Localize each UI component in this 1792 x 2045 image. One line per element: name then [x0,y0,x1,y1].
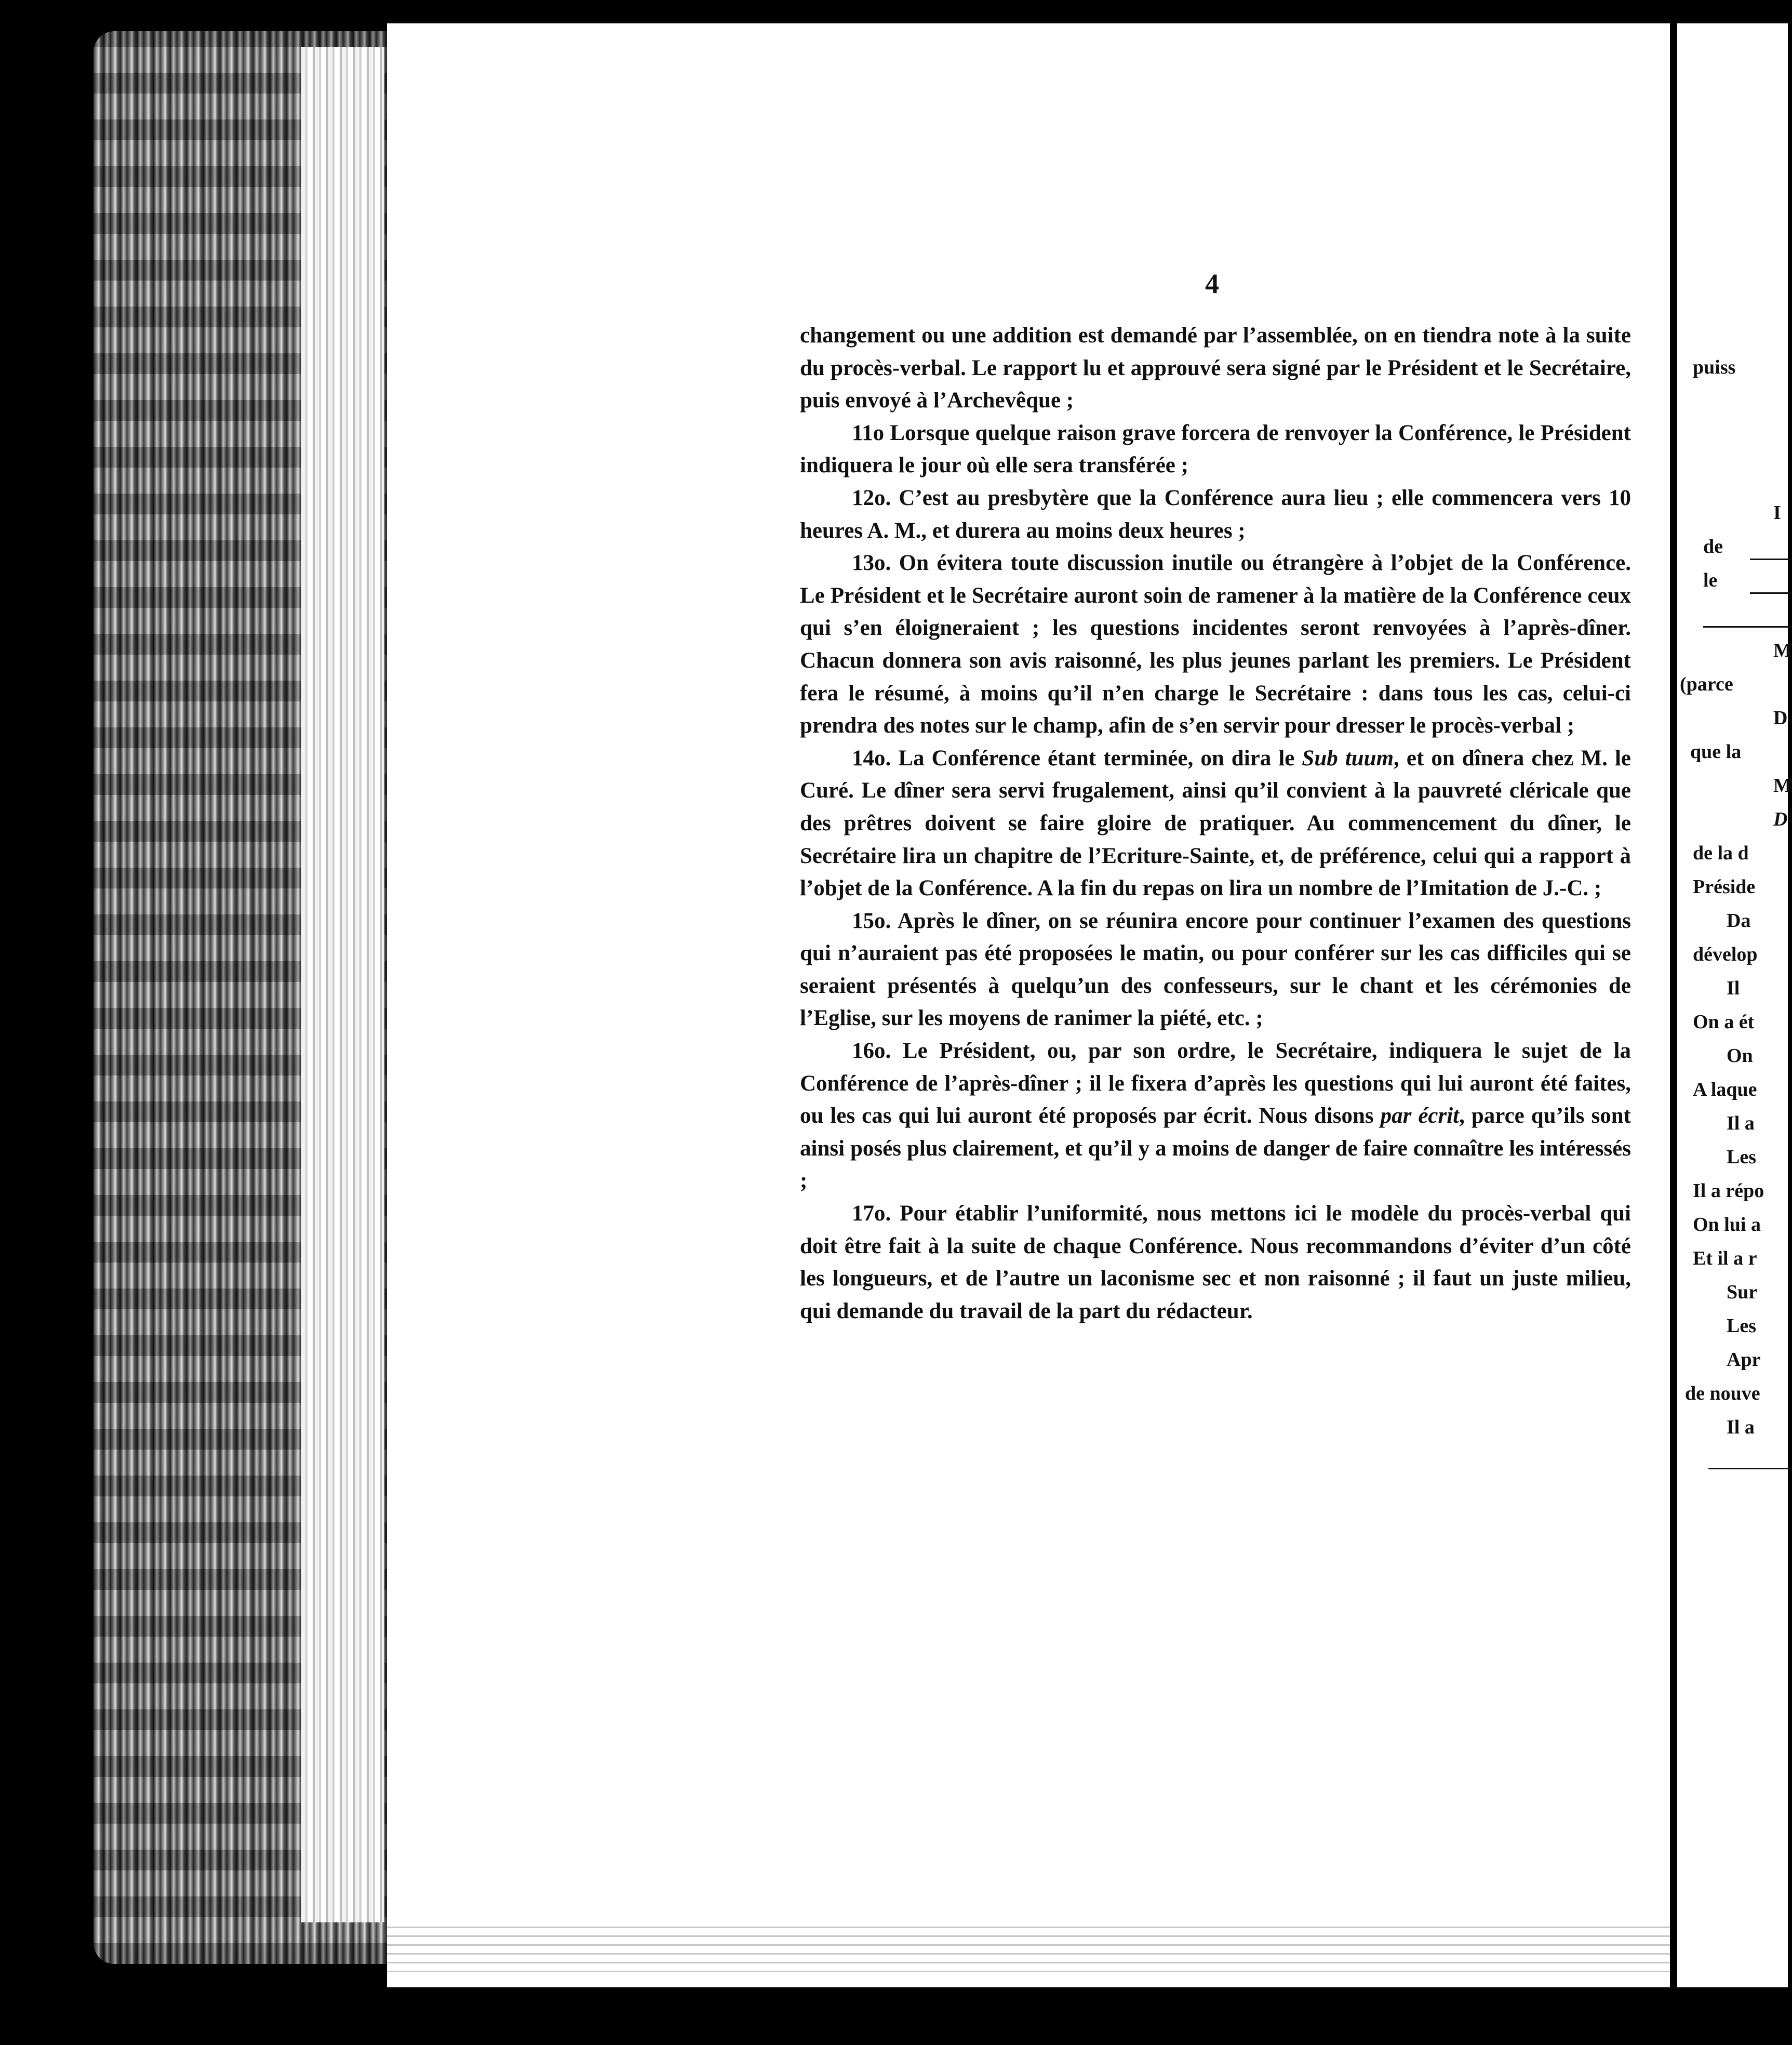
facing-fragment: Il [1727,977,1740,999]
facing-fragment: Il a répo [1693,1180,1764,1202]
paragraph-13: 13o. On évitera toute discussion inutile ou étrangère à l’objet de la Conférence. Le Président et le Secrétaire auront soin de ramener à la matière de la Conférence ceux qui s’en éloigneraient ; les questions incidentes seront renvoyées à l’après-dîner. Chacun donnera son avis raisonné, les plus jeunes parlant les premiers. Le Président fera le résumé, à moins qu’il n’en charge le Secrétaire : dans tous les cas, celui-ci prendra des notes sur le champ, afin de s’en servir pour dresser le procès-verbal ; [800,551,1631,738]
facing-fragment: M [1773,640,1792,661]
facing-fragment: que la [1690,741,1742,763]
paragraph-16 [800,1035,1631,1198]
paragraph-continuation: changement ou une addition est demandé par l’assemblée, on en tiendra note à la suite du procès-verbal. Le rapport lu et approuvé sera signé par le Président et le Secrétaire, puis envoyé à l’Archevêque ; [800,323,1631,413]
paragraph-14-italic: Sub tuum [1302,746,1394,771]
facing-fragment: On a ét [1693,1011,1755,1033]
facing-fragment: Préside [1693,876,1756,898]
paragraph-12: 12o. C’est au presbytère que la Conférence aura lieu ; elle commencera vers 10 heures A. M., et durera au moins deux heures ; [800,485,1631,543]
facing-fragment: de [1703,536,1723,557]
page-edges [301,47,384,1922]
facing-fragment: Il a [1727,1416,1755,1438]
paragraph-11: 11o Lorsque quelque raison grave forcera de renvoyer la Conférence, le Président indiquera le jour où elle sera transférée ; [800,420,1631,478]
paragraph-16-end: , parce qu’ils sont ainsi posés plus clairement, et qu’il y a moins de danger de faire connaître les intéressés ; [800,1104,1631,1193]
facing-fragment: de nouve [1685,1383,1760,1404]
facing-blank-line [1750,592,1791,594]
facing-fragment: (parce [1680,673,1733,695]
page-bottom-edges [387,1922,1670,1980]
paragraph-14-end: , et on dînera chez M. le Curé. Le dîner sera servi frugalement, ainsi qu’il convient à la pauvreté cléricale que des prêtres doivent se faire gloire de pratiquer. Au commencement du dîner, le Secrétaire lira un chapitre de l’Ecriture-Sainte, et, de préférence, celui qui a rapport à l’objet de la Conférence. A la fin du repas on lira un nombre de l’Imitation de J.-C. ; [800,746,1631,901]
facing-fragment: A laque [1693,1079,1757,1100]
facing-fragment: M [1773,775,1792,796]
facing-fragment: Apr [1727,1349,1761,1371]
facing-fragment: Les [1727,1315,1756,1337]
facing-fragment: On [1727,1045,1753,1067]
facing-fragment: Et il a r [1693,1247,1757,1269]
facing-fragment: dévelop [1693,944,1758,965]
facing-rule [1703,626,1791,628]
paragraph-16-italic: par écrit [1380,1104,1460,1128]
facing-fragment: I [1773,502,1781,524]
facing-fragment: Da [1727,910,1751,932]
facing-fragment: Les [1727,1146,1756,1168]
facing-fragment: Il a [1727,1112,1755,1134]
facing-page [1670,23,1792,1987]
facing-rule [1708,1468,1791,1469]
facing-fragment: le [1703,569,1718,591]
facing-fragment: D [1773,808,1788,830]
paragraph-15: 15o. Après le dîner, on se réunira encore pour continuer l’examen des questions qui n’auraient pas été proposées le matin, ou pour conférer sur les cas difficiles qui se seraient présentés à quelqu’un des confesseurs, sur le chant et les cérémonies de l’Eglise, sur les moyens de ranimer la piété, etc. ; [800,908,1631,1031]
paragraph-14 [800,742,1631,905]
paragraph-16-start: 16o. Le Président, ou, par son ordre, le Secrétaire, indiquera le sujet de la Conférence de l’après-dîner ; il le fixera d’après les questions qui lui auront été faites, ou les cas qui lui auront été proposés par écrit. Nous disons [800,1039,1631,1128]
paragraph-14-start: 14o. La Conférence étant terminée, on dira le [852,746,1302,771]
facing-fragment: D [1773,707,1788,729]
facing-fragment: Sur [1727,1281,1758,1303]
facing-fragment: de la d [1693,842,1749,864]
facing-blank-line [1750,559,1791,560]
facing-fragment: On lui a [1693,1214,1761,1236]
page-number: 4 [1205,268,1219,299]
facing-fragment: puiss [1693,356,1736,378]
paragraph-17: 17o. Pour établir l’uniformité, nous mettons ici le modèle du procès-verbal qui doit être fait à la suite de chaque Conférence. Nous recommandons d’éviter d’un côté les longueurs, et de l’autre un laconisme sec et non raisonné ; il faut un juste milieu, qui demande du travail de la part du rédacteur. [800,1201,1631,1323]
page-body [800,320,1631,1327]
